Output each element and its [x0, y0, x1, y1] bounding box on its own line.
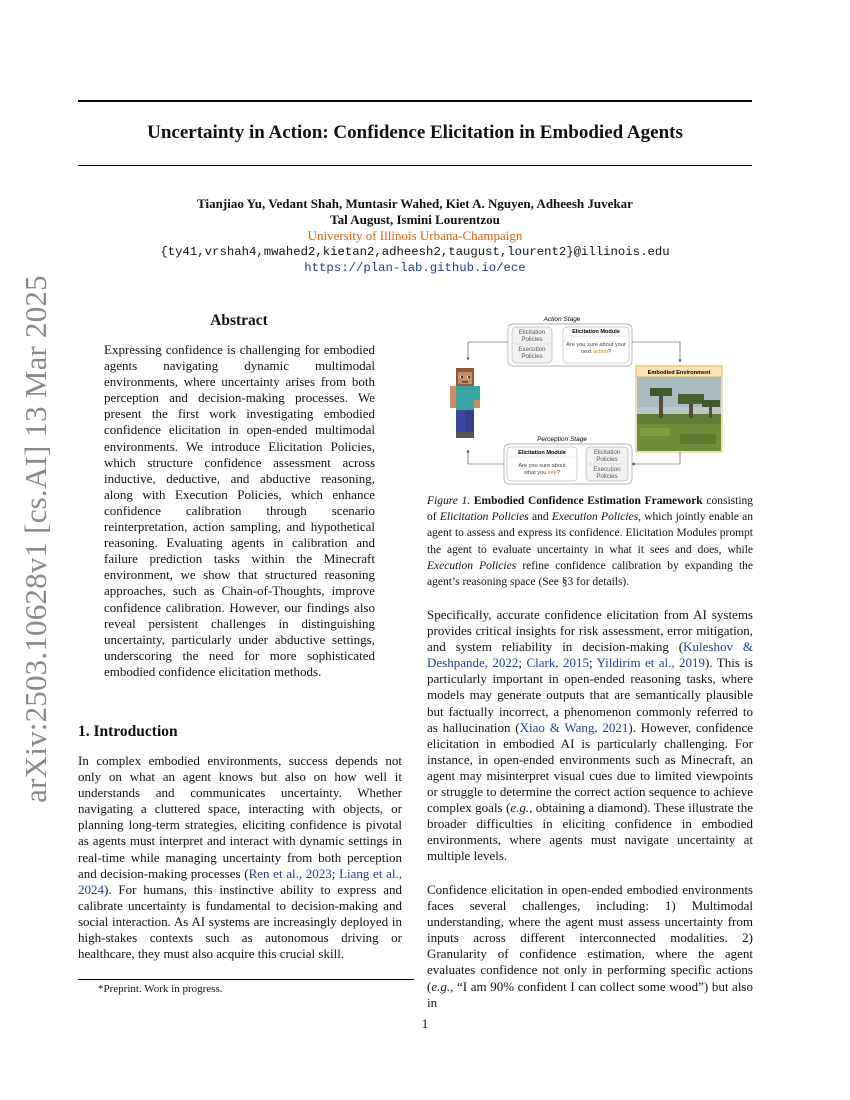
intro-text-b: ). For humans, this instinctive ability to express and calibrate uncertainty is fundamental to decision-making and social interaction. As AI systems are increasingly deployed in high-stakes contexts such as autonomous driving or healthcare, they must also acquire this crucial skill. [78, 881, 402, 962]
figure-1-diagram [440, 310, 740, 485]
action-stage-label: Action Stage [543, 316, 581, 323]
perception-stage-label: Perception Stage [537, 436, 587, 443]
elicitation-policies-label-a1: Elicitation [518, 329, 546, 336]
right-paragraph-2: Confidence elicitation in open-ended embodied environments faces several challenges, including: 1) Multimodal understanding, where the agent must assess uncertainty from inputs across different interconnected modalities. 2) Granularity of confidence estimation, where the agent evaluates confidence not only in performing specific actions (e.g., “I am 90% confident I can collect some wood”) but also in [427, 882, 753, 1010]
intro-paragraph [78, 753, 402, 962]
right-column-paragraph-2 [427, 882, 753, 1011]
arrow-back-to-agent [468, 450, 504, 464]
footnote: *Preprint. Work in progress. [98, 983, 223, 995]
citation-yildirim-2019[interactable]: Yildirim et al., 2019 [596, 655, 706, 671]
intro-sep: ; [331, 865, 340, 881]
citation-ren-2023[interactable]: Ren et al., 2023 [248, 865, 332, 881]
intro-text-a: In complex embodied environments, success depends not only on what an agent knows but also on how well it understands and communicates uncertainty. Whether navigating a cluttered space, interacting with objects, or planning long-term strategies, eliciting confidence is pivotal as agents must interpret and interact with dynamic settings in real-time while managing uncertainty from both perception and decision-making processes ( [78, 753, 402, 881]
caption-text-2: and [528, 511, 552, 524]
abstract-paragraph: Expressing confidence is challenging for embodied agents navigating dynamic multimodal environments, where uncertainty arises from both perception and decision-making processes. We present the first work investigating embodied confidence elicitation in open-ended multimodal environments. We introduce Elicitation Policies, which structure confidence assessment across inductive, deductive, and abductive reasoning, along with Execution Policies, which enhance confidence calibration through scenario reinterpretation, action sampling, and hypothetical reasoning. Evaluating agents in calibration and failure prediction tasks within the Minecraft environment, we show that structured reasoning approaches, such as Chain-of-Thoughts, improve confidence calibration. However, our findings also reveal persistent challenges in distinguishing uncertainty, particularly under abductive settings, underscoring the need for more sophisticated embodied confidence elicitation methods. [104, 342, 375, 679]
caption-label: Figure 1. [427, 495, 471, 507]
caption-text-3: , which jointly enable an agent to assess and express its confidence. Elicitation Modules prompt the agent to evaluate uncertainty in what it sees and does, while [427, 511, 754, 556]
affiliation: University of Illinois Urbana-Champaign [307, 228, 523, 243]
embodied-environment-label: Embodied Environment [647, 370, 711, 376]
caption-italic-1: Elicitation Policies [439, 511, 529, 524]
caption-italic-3: Execution Policies [427, 559, 517, 572]
author-line-2: Tal August, Ismini Lourentzou [330, 212, 500, 227]
elicitation-policies-label-p2: Policies [596, 456, 618, 463]
introduction-heading: 1. Introduction [78, 723, 178, 740]
caption-italic-2: Execution Policies [551, 511, 639, 524]
caption-title: Embodied Confidence Estimation Framework [473, 495, 703, 507]
caption-text-4: refine confidence calibration by expanding the agent’s reasoning space (See §3 for details). [427, 559, 753, 589]
arxiv-identifier: arXiv:2503.10628v1 [cs.AI] 13 Mar 2025 [18, 275, 53, 803]
right-paragraph-1: Specifically, accurate confidence elicitation from AI systems provides critical insights for risk assessment, error mitigation, and system reliability in decision-making (Kuleshov & Deshpande, 2022; Clark, 2015; Yildirim et al., 2019). This is particularly important in open-ended reasoning tasks, where models may generate outputs that are semantically plausible but factually incorrect, a phenomenon commonly referred to as hallucination (Xiao & Wang, 2021). However, confidence elicitation in embodied AI is particularly challenging. For instance, in open-ended environments such as Minecraft, an agent may misinterpret visual cues due to limited viewpoints or struggle to determine the correct action sequence to achieve complex goals (e.g., obtaining a diamond). These illustrate the broader difficulties in eliciting confidence in embodied environments, where agents must navigate uncertainty at multiple levels. [427, 607, 753, 864]
title-bottom-rule [78, 165, 752, 166]
question-see-line2: what you see? [523, 470, 561, 476]
project-url-link[interactable]: https://plan-lab.github.io/ece [304, 261, 526, 275]
caption-text-1: consisting of [427, 495, 754, 524]
citation-liang-2024[interactable]: Liang et al., 2024 [78, 865, 402, 897]
citation-xiao-2021[interactable]: Xiao & Wang, 2021 [519, 719, 629, 735]
minecraft-agent-icon [450, 368, 480, 438]
author-emails: {ty41,vrshah4,mwahed2,kietan2,adheesh2,taugust,lourent2}@illinois.edu [160, 245, 670, 259]
execution-policies-label-p1: Execution [593, 466, 621, 473]
footnote-rule [78, 979, 414, 980]
paper-title: Uncertainty in Action: Confidence Elicitation in Embodied Agents [147, 122, 683, 143]
elicitation-policies-label-a2: Policies [521, 336, 543, 343]
citation-kuleshov-2022[interactable]: Kuleshov & Deshpande, 2022 [427, 639, 753, 671]
execution-policies-label-p2: Policies [596, 473, 618, 480]
minecraft-scene-image [637, 377, 721, 451]
question-action-line1: Are you sure about your [566, 342, 626, 348]
abstract-text [104, 342, 375, 680]
page-number: 1 [421, 1016, 429, 1031]
title-top-rule [78, 100, 752, 102]
introduction-text [78, 753, 402, 962]
right-column-paragraph-1 [427, 607, 753, 865]
figure-1-caption [427, 493, 753, 590]
author-block [78, 196, 752, 276]
citation-clark-2015[interactable]: Clark, 2015 [526, 655, 589, 671]
abstract-heading: Abstract [210, 312, 268, 329]
execution-policies-label-a2: Policies [521, 353, 543, 360]
arrow-to-agent [468, 342, 508, 360]
arrow-from-environment [632, 452, 680, 464]
question-see-line1: Are you sure about [518, 463, 566, 469]
execution-policies-label-a1: Execution [518, 346, 546, 353]
elicitation-module-label-p: Elicitation Module [518, 450, 566, 456]
elicitation-policies-label-p1: Elicitation [593, 449, 621, 456]
author-line-1: Tianjiao Yu, Vedant Shah, Muntasir Wahed, Kiet A. Nguyen, Adheesh Juvekar [197, 196, 633, 211]
question-action-line2: next action? [580, 349, 612, 355]
elicitation-module-label-a: Elicitation Module [572, 329, 620, 335]
arrow-to-environment [632, 342, 680, 362]
